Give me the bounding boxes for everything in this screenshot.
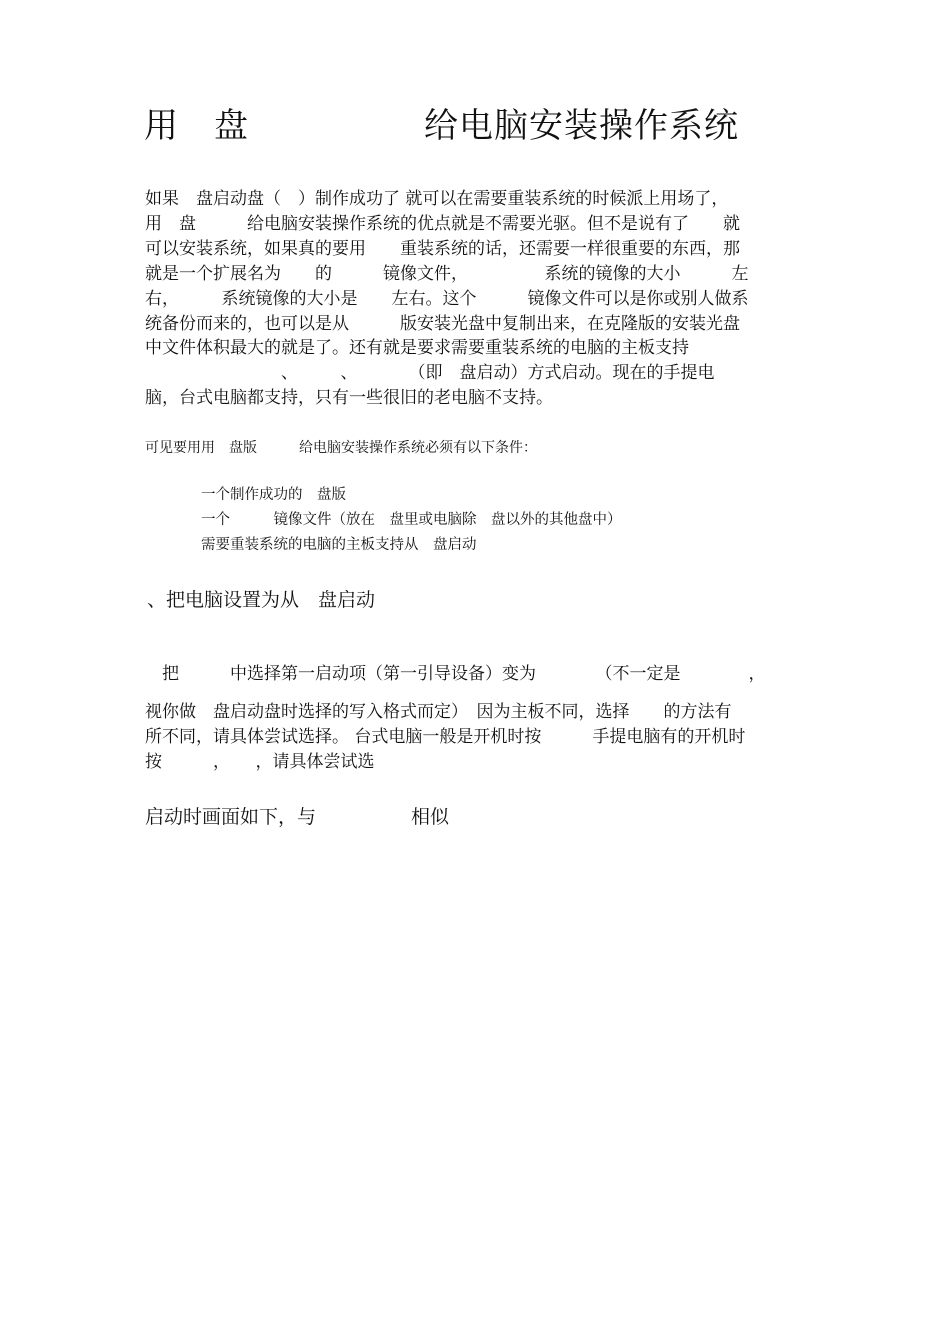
condition-item-2: 一个 镜像文件（放在 盘里或电脑除 盘以外的其他盘中） (201, 512, 622, 528)
intro-line-6: 统备份而来的，也可以是从 版安装光盘中复制出来，在克隆版的安装光盘 (145, 314, 740, 334)
boot-screen-line: 启动时画面如下，与 相似 (145, 806, 450, 828)
intro-line-2: 用 盘 给电脑安装操作系统的优点就是不需要光驱。但不是说有了 就 (145, 214, 740, 234)
condition-item-1: 一个制作成功的 盘版 (201, 487, 346, 503)
intro-line-5: 右， 系统镜像的大小是 左右。这个 镜像文件可以是你或别人做系 (145, 289, 749, 309)
bios-line-3: 所不同，请具体尝试选择。 台式电脑一般是开机时按 手提电脑有的开机时 (145, 727, 746, 747)
intro-line-9: 脑，台式电脑都支持，只有一些很旧的老电脑不支持。 (145, 388, 553, 408)
section-heading: 、把电脑设置为从 盘启动 (147, 589, 376, 611)
bios-line-1: 把 中选择第一启动项（第一引导设备）变为 （不一定是 ， (145, 664, 766, 684)
intro-line-4: 就是一个扩展名为 的 镜像文件， 系统的镜像的大小 左 (145, 264, 749, 284)
intro-line-7: 中文件体积最大的就是了。还有就是要求需要重装系统的电脑的主板支持 (145, 338, 689, 358)
bios-line-4: 按 ， ，请具体尝试选 (145, 752, 375, 772)
bios-line-2: 视你做 盘启动盘时选择的写入格式而定） 因为主板不同，选择 的方法有 (145, 702, 732, 722)
document-title: 用 盘 给电脑安装操作系统 (144, 106, 739, 146)
intro-line-8: 、 、 （即 盘启动）方式启动。现在的手提电 (145, 363, 715, 383)
condition-item-3: 需要重装系统的电脑的主板支持从 盘启动 (201, 537, 477, 553)
conditions-intro: 可见要用用 盘版 给电脑安装操作系统必须有以下条件： (145, 440, 537, 456)
intro-line-3: 可以安装系统，如果真的要用 重装系统的话，还需要一样很重要的东西，那 (145, 239, 740, 259)
intro-line-1: 如果 盘启动盘（ ）制作成功了 就可以在需要重装系统的时候派上用场了， (145, 189, 729, 209)
